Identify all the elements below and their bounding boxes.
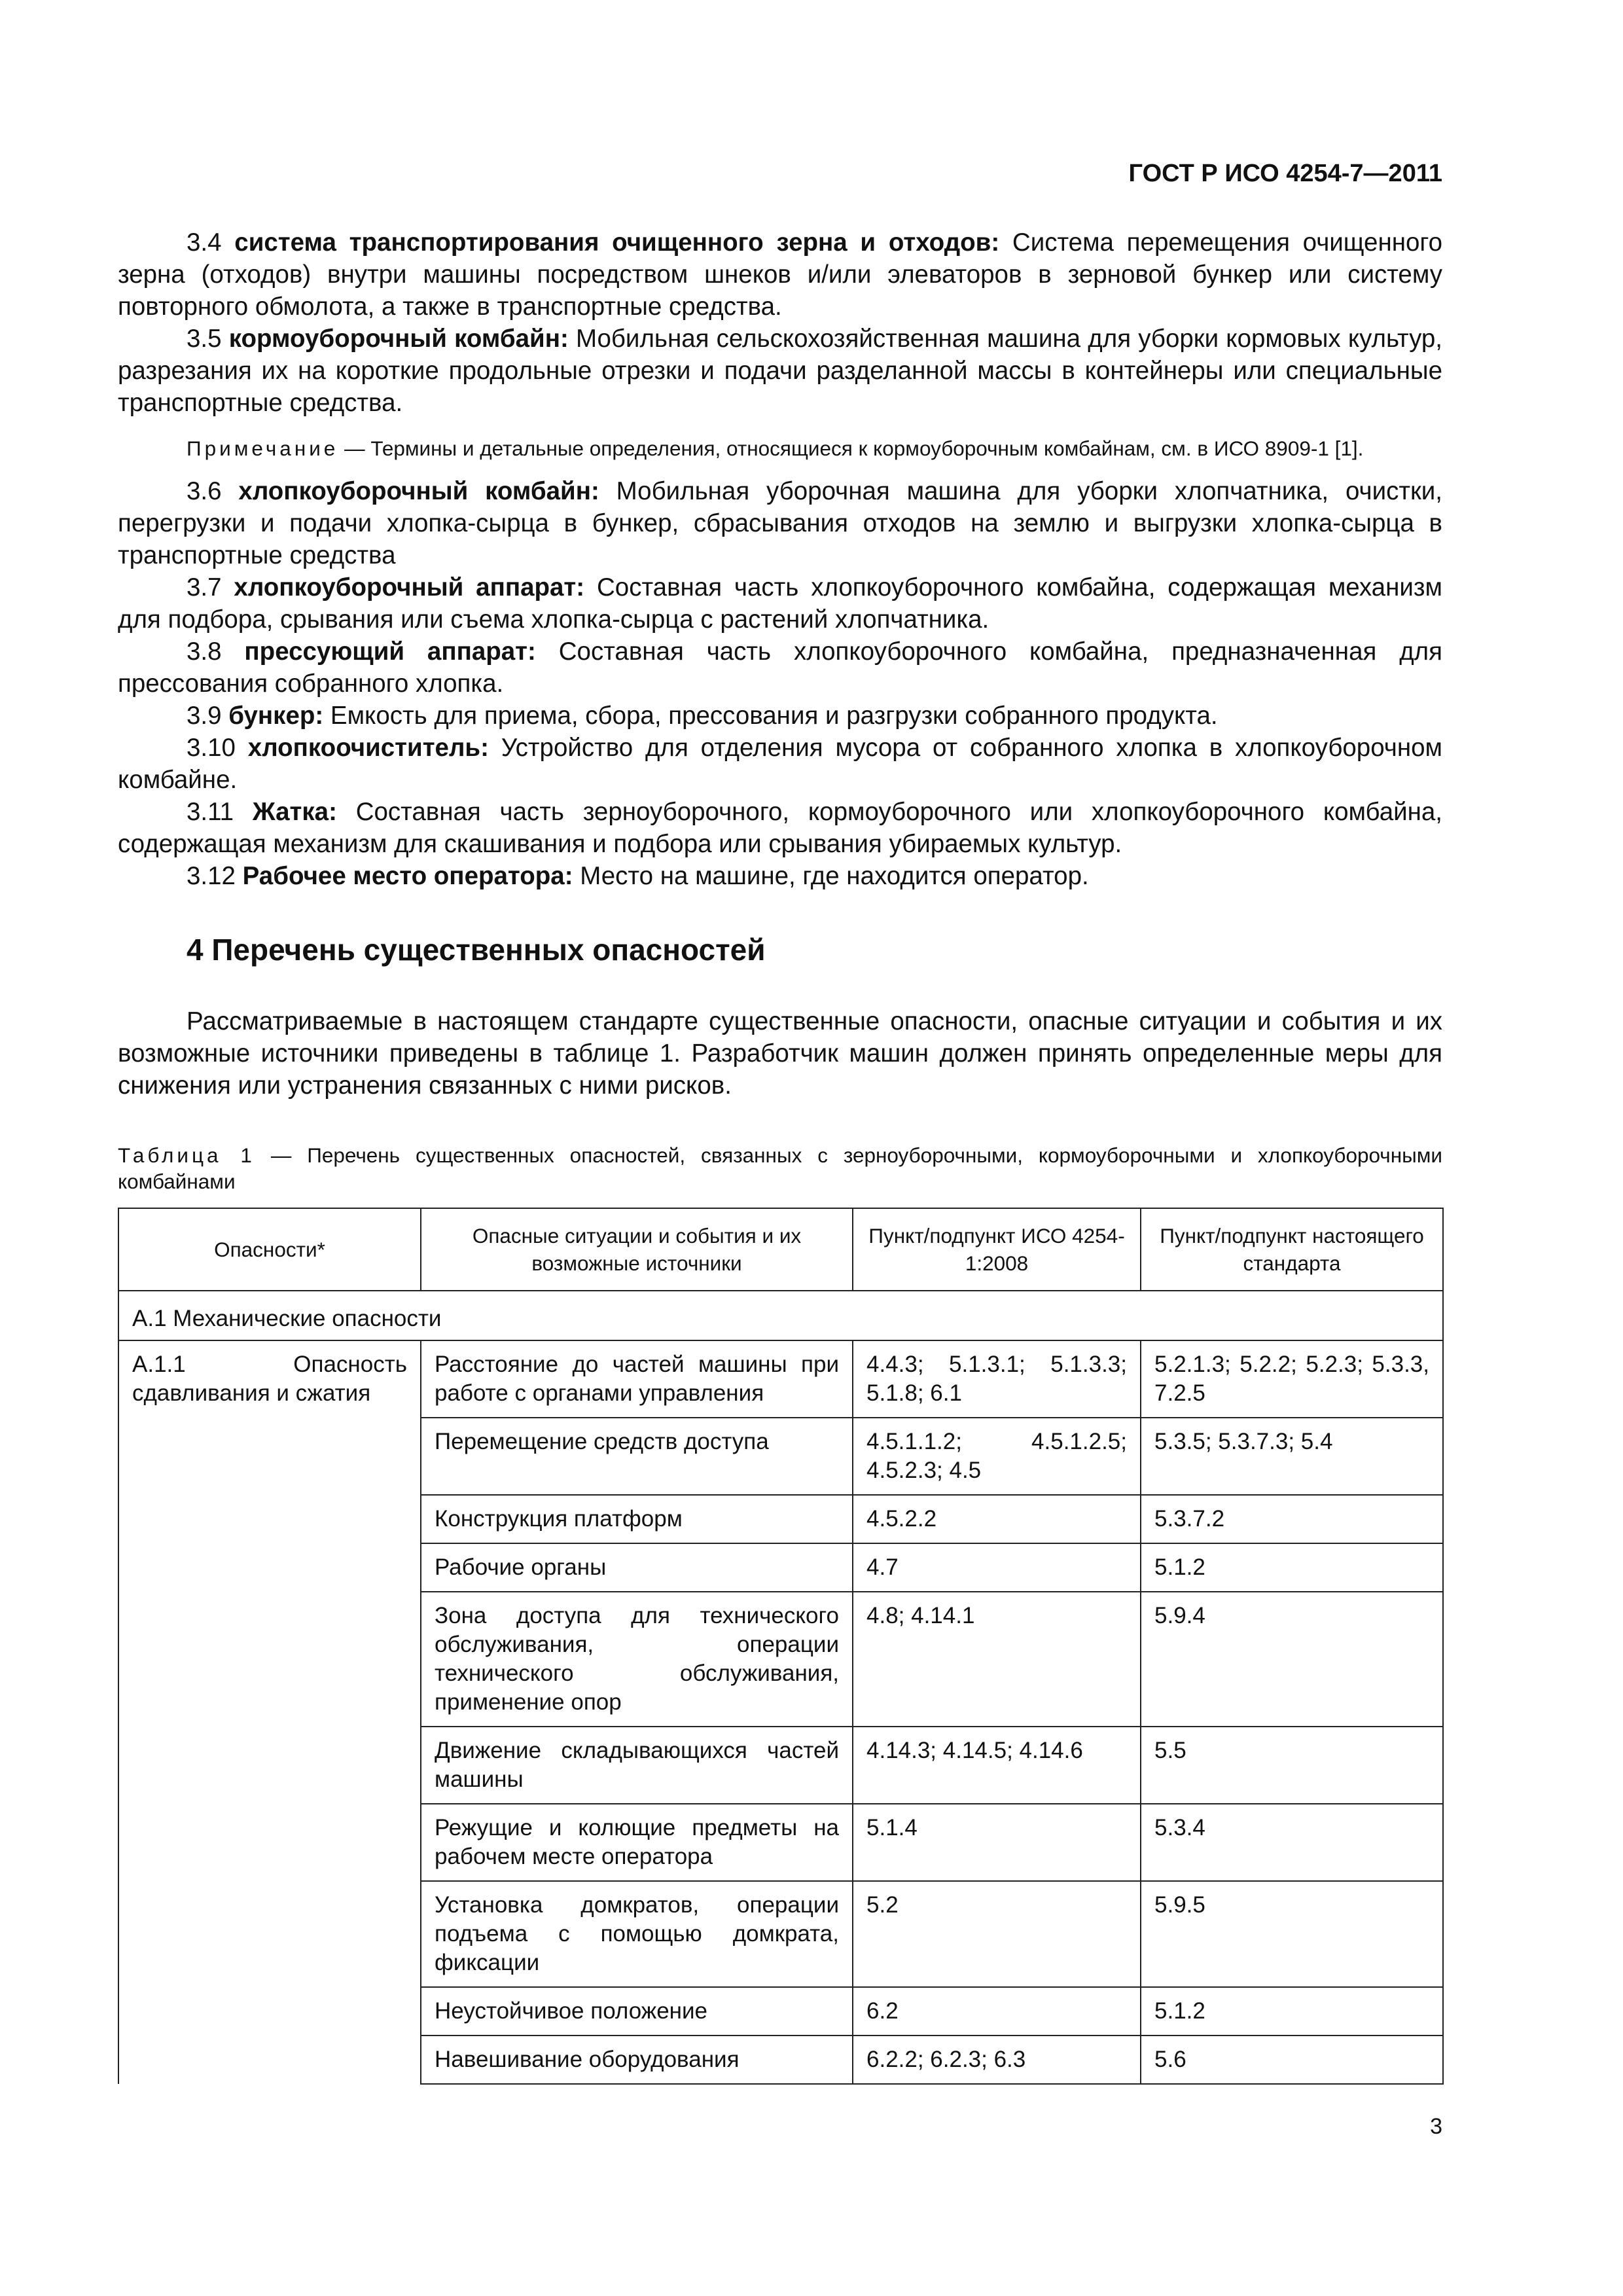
iso-clause-cell: 4.5.2.2	[853, 1495, 1141, 1543]
definition-number: 3.6	[187, 477, 222, 505]
definition-term: хлопкоуборочный комбайн:	[238, 477, 599, 505]
iso-clause-cell: 6.2	[853, 1987, 1141, 2036]
situation-cell: Конструкция платформ	[421, 1495, 853, 1543]
definition-3-12	[118, 860, 1442, 892]
definition-text: Место на машине, где находится оператор.	[580, 862, 1089, 890]
document-header: ГОСТ Р ИСО 4254-7—2011	[1128, 160, 1442, 187]
situation-cell: Установка домкратов, операции подъема с помощью домкрата, фиксации	[421, 1881, 853, 1987]
definition-3-11	[118, 796, 1442, 860]
standard-clause-cell: 5.1.2	[1141, 1987, 1443, 2036]
definition-text: Составная часть зерноуборочного, кормоуборочного или хлопкоуборочного комбайна, содержащая механизм для скашивания и подбора или срывания убираемых культур.	[118, 798, 1443, 858]
definitions-list-continued	[118, 475, 1442, 892]
group-mechanical-hazards: А.1 Механические опасности	[118, 1291, 1443, 1340]
section-title: 4 Перечень существенных опасностей	[187, 933, 766, 967]
definition-text: Мобильная сельскохозяйственная машина для уборки кормовых культур, разрезания их на короткие продольные отрезки и подачи разделанной массы в контейнеры или специальные транспортные средства.	[118, 325, 1443, 417]
definition-term: Рабочее место оператора:	[242, 862, 573, 890]
definition-term: кормоуборочный комбайн:	[228, 325, 569, 353]
definition-term: прессующий аппарат:	[244, 637, 536, 666]
definition-3-6	[118, 475, 1442, 571]
iso-clause-cell: 4.4.3; 5.1.3.1; 5.1.3.3; 5.1.8; 6.1	[853, 1340, 1141, 1418]
definition-text: Устройство для отделения мусора от собранного хлопка в хлопкоуборочном комбайне.	[118, 734, 1442, 794]
header-standard-clause: Пункт/подпункт настоящего стандарта	[1141, 1208, 1443, 1291]
definition-number: 3.9	[187, 702, 222, 730]
definition-term: система транспортирования очищенного зерна и отходов:	[234, 228, 1000, 257]
standard-clause-cell: 5.3.5; 5.3.7.3; 5.4	[1141, 1418, 1443, 1495]
situation-cell: Зона доступа для технического обслуживания, операции технического обслуживания, применение опор	[421, 1592, 853, 1727]
definition-term: Жатка:	[252, 798, 337, 826]
situation-cell: Неустойчивое положение	[421, 1987, 853, 2036]
definition-number: 3.11	[187, 798, 234, 826]
definition-number: 3.8	[187, 637, 222, 666]
table-caption-text: — Перечень существенных опасностей, связанных с зерноуборочными, кормоуборочными и хлопкоуборочными комбайнами	[118, 1143, 1443, 1193]
note	[118, 435, 1442, 462]
definition-text: Составная часть хлопкоуборочного комбайна, предназначенная для прессования собранного хлопка.	[118, 637, 1442, 698]
situation-cell: Рабочие органы	[421, 1543, 853, 1592]
iso-clause-cell: 4.5.1.1.2; 4.5.1.2.5; 4.5.2.3; 4.5	[853, 1418, 1141, 1495]
definitions-list	[118, 226, 1442, 419]
table-group-row	[118, 1291, 1443, 1340]
definition-3-4	[118, 226, 1442, 323]
definition-term: бункер:	[228, 702, 324, 730]
definition-text: Емкость для приема, сбора, прессования и разгрузки собранного продукта.	[330, 702, 1218, 730]
definition-term: хлопкоочиститель:	[247, 734, 489, 762]
definition-3-10	[118, 732, 1442, 796]
iso-clause-cell: 6.2.2; 6.2.3; 6.3	[853, 2036, 1141, 2084]
definition-number: 3.12	[187, 862, 236, 890]
page-number: 3	[1430, 2114, 1442, 2139]
definition-term: хлопкоуборочный аппарат:	[234, 573, 585, 601]
definition-number: 3.7	[187, 573, 222, 601]
situation-cell: Движение складывающихся частей машины	[421, 1727, 853, 1804]
table-header-row	[118, 1208, 1443, 1291]
standard-clause-cell: 5.2.1.3; 5.2.2; 5.2.3; 5.3.3, 7.2.5	[1141, 1340, 1443, 1418]
definition-number: 3.10	[187, 734, 236, 762]
standard-clause-cell: 5.1.2	[1141, 1543, 1443, 1592]
standard-clause-cell: 5.6	[1141, 2036, 1443, 2084]
definition-3-8	[118, 636, 1442, 700]
definition-text: Система перемещения очищенного зерна (отходов) внутри машины посредством шнеков и/или элеваторов в зерновой бункер или систему повторного обмолота, а также в транспортные средства.	[118, 228, 1442, 321]
standard-clause-cell: 5.9.5	[1141, 1881, 1443, 1987]
hazard-cell: А.1.1 Опасность сдавливания и сжатия	[118, 1340, 421, 2084]
hazards-table	[118, 1208, 1444, 2085]
document-body	[118, 226, 1442, 2085]
note-label: Примечание	[187, 437, 339, 460]
situation-cell: Навешивание оборудования	[421, 2036, 853, 2084]
header-hazards: Опасности*	[118, 1208, 421, 1291]
iso-clause-cell: 5.2	[853, 1881, 1141, 1987]
table-row	[118, 1340, 1443, 1418]
iso-clause-cell: 4.14.3; 4.14.5; 4.14.6	[853, 1727, 1141, 1804]
definition-text: Мобильная уборочная машина для уборки хлопчатника, очистки, перегрузки и подачи хлопка-сырца в бункер, сбрасывания отходов на землю и выгрузки хлопка-сырца в транспортные средства	[118, 477, 1442, 569]
standard-clause-cell: 5.5	[1141, 1727, 1443, 1804]
definition-number: 3.5	[187, 325, 222, 353]
iso-clause-cell: 4.7	[853, 1543, 1141, 1592]
definition-text: Составная часть хлопкоуборочного комбайна, содержащая механизм для подбора, срывания или съема хлопка-сырца с растений хлопчатника.	[118, 573, 1442, 634]
iso-clause-cell: 5.1.4	[853, 1804, 1141, 1881]
definition-3-9	[118, 700, 1442, 732]
definition-3-7	[118, 571, 1442, 636]
situation-cell: Перемещение средств доступа	[421, 1418, 853, 1495]
definition-3-5	[118, 323, 1442, 419]
standard-clause-cell: 5.3.4	[1141, 1804, 1443, 1881]
situation-cell: Режущие и колющие предметы на рабочем месте оператора	[421, 1804, 853, 1881]
definition-number: 3.4	[187, 228, 222, 257]
section-intro: Рассматриваемые в настоящем стандарте существенные опасности, опасные ситуации и события и их возможные источники приведены в таблице 1. Разработчик машин должен принять определенные меры для снижения или устранения связанных с ними рисков.	[118, 1007, 1442, 1100]
standard-clause-cell: 5.3.7.2	[1141, 1495, 1443, 1543]
header-iso-clause: Пункт/подпункт ИСО 4254-1:2008	[853, 1208, 1141, 1291]
situation-cell: Расстояние до частей машины при работе с органами управления	[421, 1340, 853, 1418]
note-text: — Термины и детальные определения, относящиеся к кормоуборочным комбайнам, см. в ИСО 8909-1 [1].	[344, 437, 1364, 460]
standard-clause-cell: 5.9.4	[1141, 1592, 1443, 1727]
header-situations: Опасные ситуации и события и их возможные источники	[421, 1208, 853, 1291]
iso-clause-cell: 4.8; 4.14.1	[853, 1592, 1141, 1727]
table-caption	[118, 1142, 1442, 1194]
table-caption-label: Таблица 1	[118, 1143, 255, 1167]
